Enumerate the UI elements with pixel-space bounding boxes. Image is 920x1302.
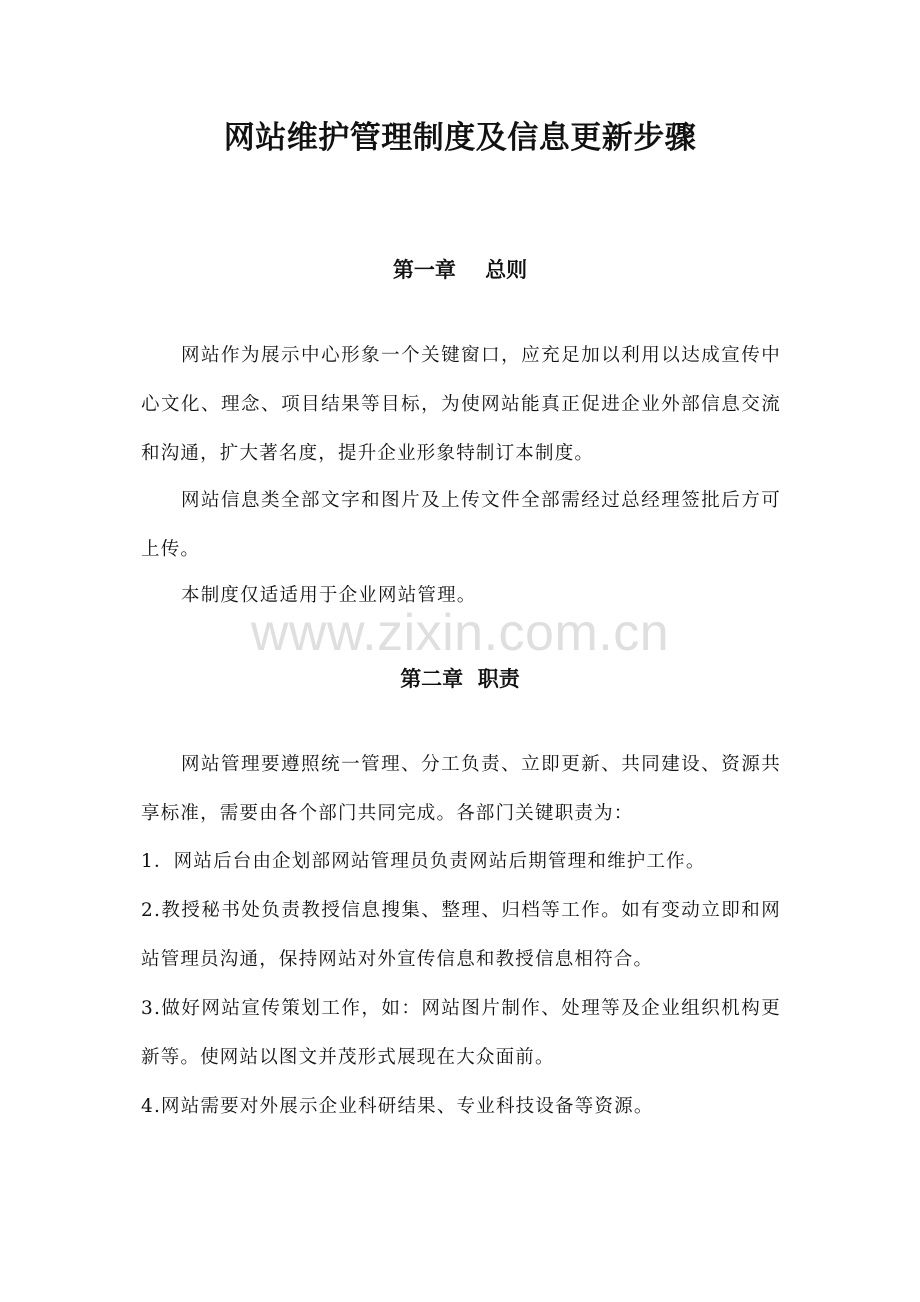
chapter-1-heading: 第一章 总则	[392, 258, 528, 282]
watermark: www.zixin.com.cn	[250, 604, 670, 662]
responsibility-item-3: 3.做好网站宣传策划工作，如：网站图片制作、处理等及企业组织机构更新等。使网站以图文并茂形式展现在大众面前。	[141, 998, 781, 1068]
responsibility-list	[141, 837, 781, 1131]
chapter-1-paragraph-approval: 网站信息类全部文字和图片及上传文件全部需经过总经理签批后方可上传。	[141, 490, 781, 560]
page-title: 网站维护管理制度及信息更新步骤	[223, 120, 697, 156]
responsibility-item-2: 2.教授秘书处负责教授信息搜集、整理、归档等工作。如有变动立即和网站管理员沟通，保持网站对外宣传信息和教授信息相符合。	[141, 900, 781, 970]
responsibility-item-4: 4.网站需要对外展示企业科研结果、专业科技设备等资源。	[141, 1096, 654, 1117]
responsibility-item-1: 1．网站后台由企划部网站管理员负责网站后期管理和维护工作。	[141, 851, 706, 872]
chapter-1-paragraph-purpose: 网站作为展示中心形象一个关键窗口，应充足加以利用以达成宣传中心文化、理念、项目结果等目标，为使网站能真正促进企业外部信息交流和沟通，扩大著名度，提升企业形象特制订本制度。	[141, 345, 781, 464]
chapter-2-intro: 网站管理要遵照统一管理、分工负责、立即更新、共同建设、资源共享标准，需要由各个部门共同完成。各部门关键职责为：	[141, 754, 781, 824]
chapter-2-heading: 第二章 职责	[400, 667, 520, 691]
chapter-1-paragraph-scope: 本制度仅适适用于企业网站管理。	[181, 585, 477, 606]
